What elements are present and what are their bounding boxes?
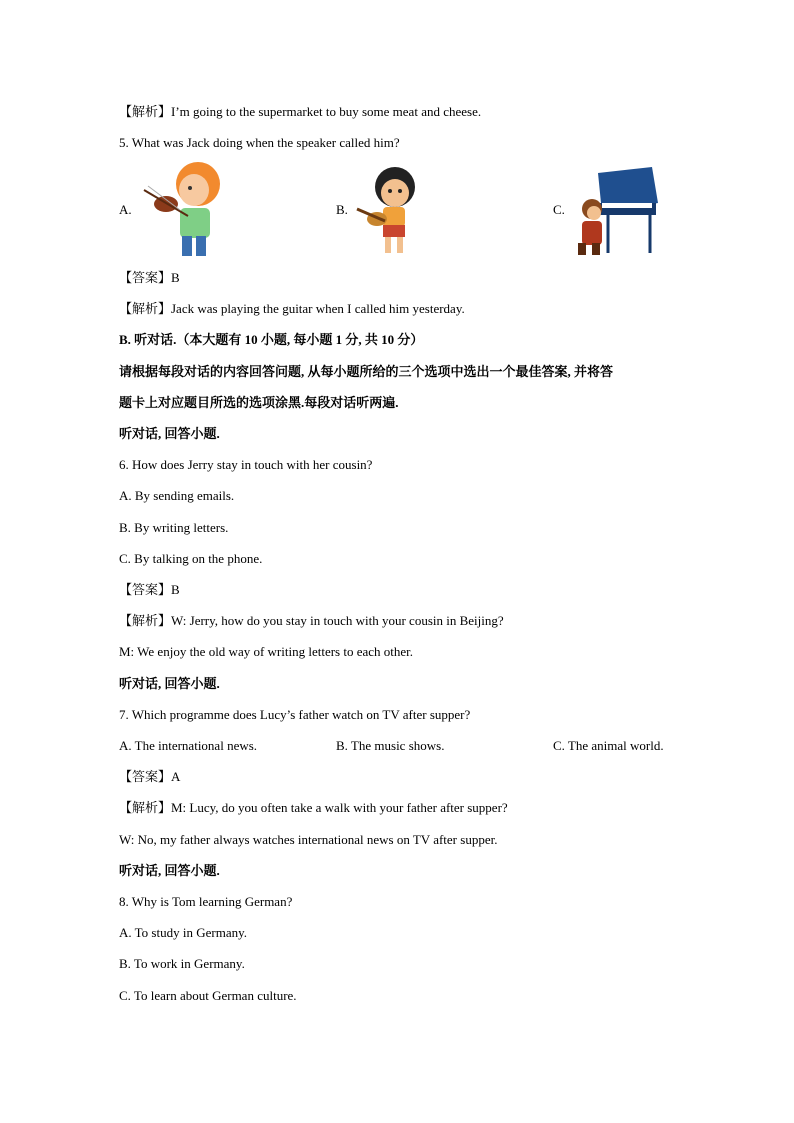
explanation-5: 【解析】Jack was playing the guitar when I called him yesterday. — [119, 301, 465, 316]
violin-boy-illustration — [140, 160, 232, 262]
instruction-line-1: 请根据每段对话的内容回答问题, 从每小题所给的三个选项中选出一个最佳答案, 并将答 — [119, 364, 614, 379]
explanation-line: 【解析】I’m going to the supermarket to buy some meat and cheese. — [119, 104, 482, 119]
question-8: 8. Why is Tom learning German? — [119, 894, 293, 909]
explanation-6-line-1: 【解析】W: Jerry, how do you stay in touch with your cousin in Beijing? — [119, 613, 504, 628]
question-6: 6. How does Jerry stay in touch with her cousin? — [119, 457, 373, 472]
answer-7: 【答案】A — [119, 769, 181, 784]
question-8-option-c: C. To learn about German culture. — [119, 988, 297, 1003]
explanation-7-line-1: 【解析】M: Lucy, do you often take a walk with your father after supper? — [119, 800, 508, 815]
listen-prompt: 听对话, 回答小题. — [119, 676, 220, 691]
question-8-option-b: B. To work in Germany. — [119, 956, 245, 971]
explanation-7-line-2: W: No, my father always watches international news on TV after supper. — [119, 832, 498, 847]
question-7: 7. Which programme does Lucy’s father watch on TV after supper? — [119, 707, 471, 722]
question-6-option-c: C. By talking on the phone. — [119, 551, 263, 566]
guitar-boy-illustration — [355, 163, 423, 262]
answer-6: 【答案】B — [119, 582, 180, 597]
option-a-label: A. — [119, 202, 132, 217]
question-7-option-a: A. The international news. — [119, 738, 258, 753]
question-7-option-c: C. The animal world. — [553, 738, 664, 753]
question-7-option-b: B. The music shows. — [336, 738, 445, 753]
section-b-heading: B. 听对话.（本大题有 10 小题, 每小题 1 分, 共 10 分） — [119, 332, 424, 347]
question-5: 5. What was Jack doing when the speaker called him? — [119, 135, 400, 150]
listen-prompt: 听对话, 回答小题. — [119, 426, 220, 441]
explanation-6-line-2: M: We enjoy the old way of writing letters to each other. — [119, 644, 414, 659]
question-6-option-b: B. By writing letters. — [119, 520, 229, 535]
answer-5: 【答案】B — [119, 270, 180, 285]
piano-girl-illustration — [572, 163, 660, 261]
listen-prompt: 听对话, 回答小题. — [119, 863, 220, 878]
question-6-option-a: A. By sending emails. — [119, 488, 235, 503]
option-c-label: C. — [553, 202, 565, 217]
option-b-label: B. — [336, 202, 348, 217]
question-8-option-a: A. To study in Germany. — [119, 925, 247, 940]
instruction-line-2: 题卡上对应题目所选的选项涂黑.每段对话听两遍. — [119, 395, 399, 410]
